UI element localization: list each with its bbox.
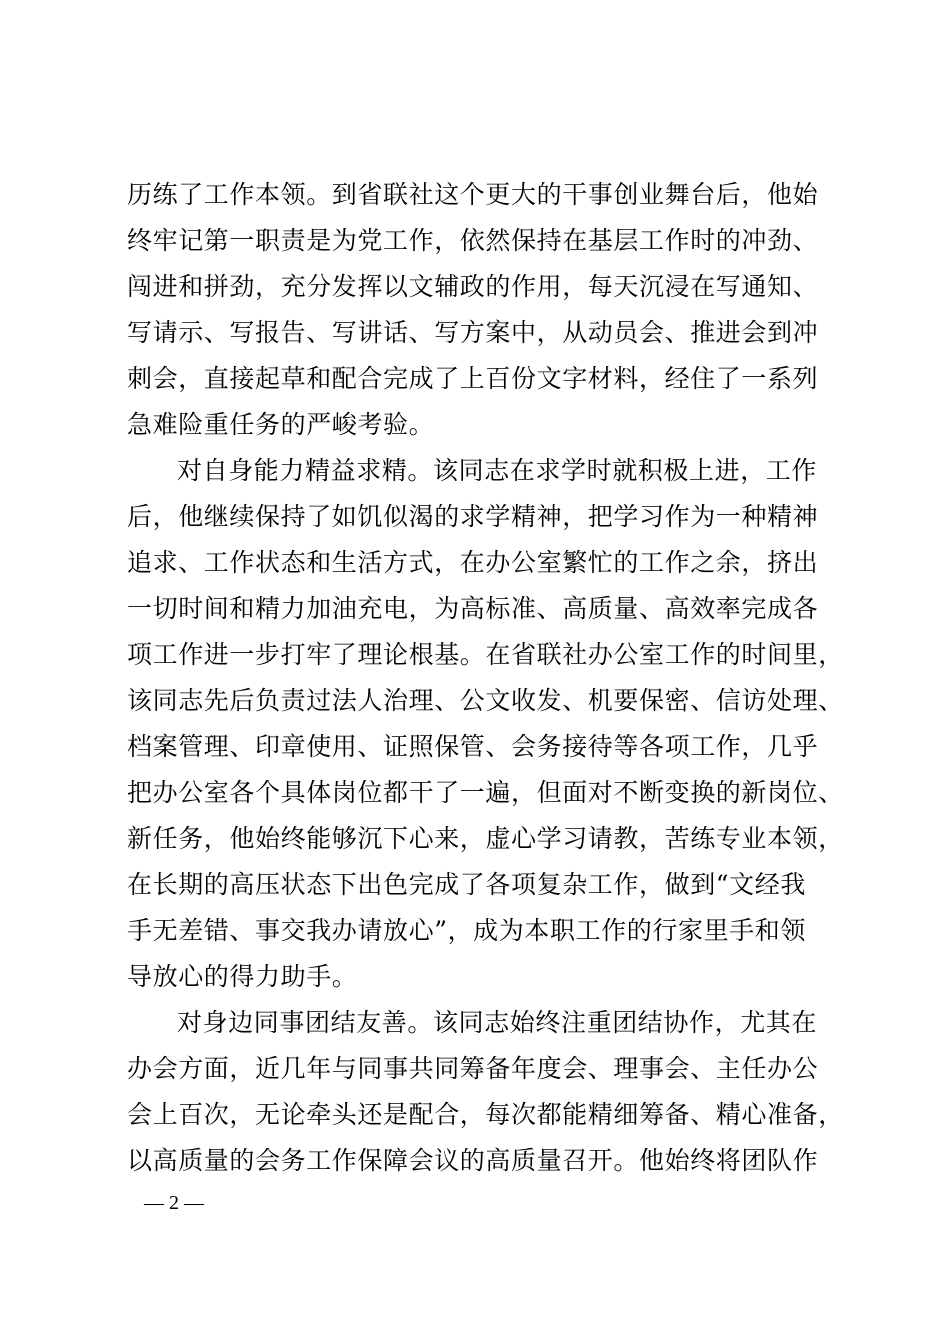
paragraph-heading-line: 对自身能力精益求精。该同志在求学时就积极上进，工作: [177, 456, 818, 485]
body-text-line: 项工作进一步打牢了理论根基。在省联社办公室工作的时间里，: [127, 640, 844, 669]
body-text-line: 手无差错、事交我办请放心”，成为本职工作的行家里手和领: [127, 916, 806, 945]
body-text-line: 历练了工作本领。到省联社这个更大的干事创业舞台后，他始: [127, 180, 819, 209]
body-text-line: 办会方面，近几年与同事共同筹备年度会、理事会、主任办公: [127, 1054, 819, 1083]
body-text-line: 该同志先后负责过法人治理、公文收发、机要保密、信访处理、: [127, 686, 844, 715]
body-text-line: 后，他继续保持了如饥似渴的求学精神，把学习作为一种精神: [127, 502, 819, 531]
body-text-line: 闯进和拼劲，充分发挥以文辅政的作用，每天沉浸在写通知、: [127, 272, 819, 301]
paragraph-heading-line: 对身边同事团结友善。该同志始终注重团结协作，尤其在: [177, 1008, 818, 1037]
body-text-line: 档案管理、印章使用、证照保管、会务接待等各项工作，几乎: [127, 732, 819, 761]
body-text-line: 急难险重任务的严峻考验。: [127, 410, 435, 439]
body-text-line: 在长期的高压状态下出色完成了各项复杂工作，做到“文经我: [127, 870, 806, 899]
body-text-line: 以高质量的会务工作保障会议的高质量召开。他始终将团队作: [127, 1146, 819, 1175]
page-number: — 2 —: [144, 1192, 204, 1214]
body-text-line: 追求、工作状态和生活方式，在办公室繁忙的工作之余，挤出: [127, 548, 819, 577]
body-text-line: 把办公室各个具体岗位都干了一遍，但面对不断变换的新岗位、: [127, 778, 844, 807]
body-text-line: 新任务，他始终能够沉下心来，虚心学习请教，苦练专业本领，: [127, 824, 844, 853]
body-text-line: 刺会，直接起草和配合完成了上百份文字材料，经住了一系列: [127, 364, 819, 393]
body-text-line: 一切时间和精力加油充电，为高标准、高质量、高效率完成各: [127, 594, 819, 623]
body-text-line: 写请示、写报告、写讲话、写方案中，从动员会、推进会到冲: [127, 318, 819, 347]
body-text-line: 会上百次，无论牵头还是配合，每次都能精细筹备、精心准备，: [127, 1100, 844, 1129]
body-text-line: 终牢记第一职责是为党工作，依然保持在基层工作时的冲劲、: [127, 226, 819, 255]
body-text-line: 导放心的得力助手。: [127, 962, 358, 991]
